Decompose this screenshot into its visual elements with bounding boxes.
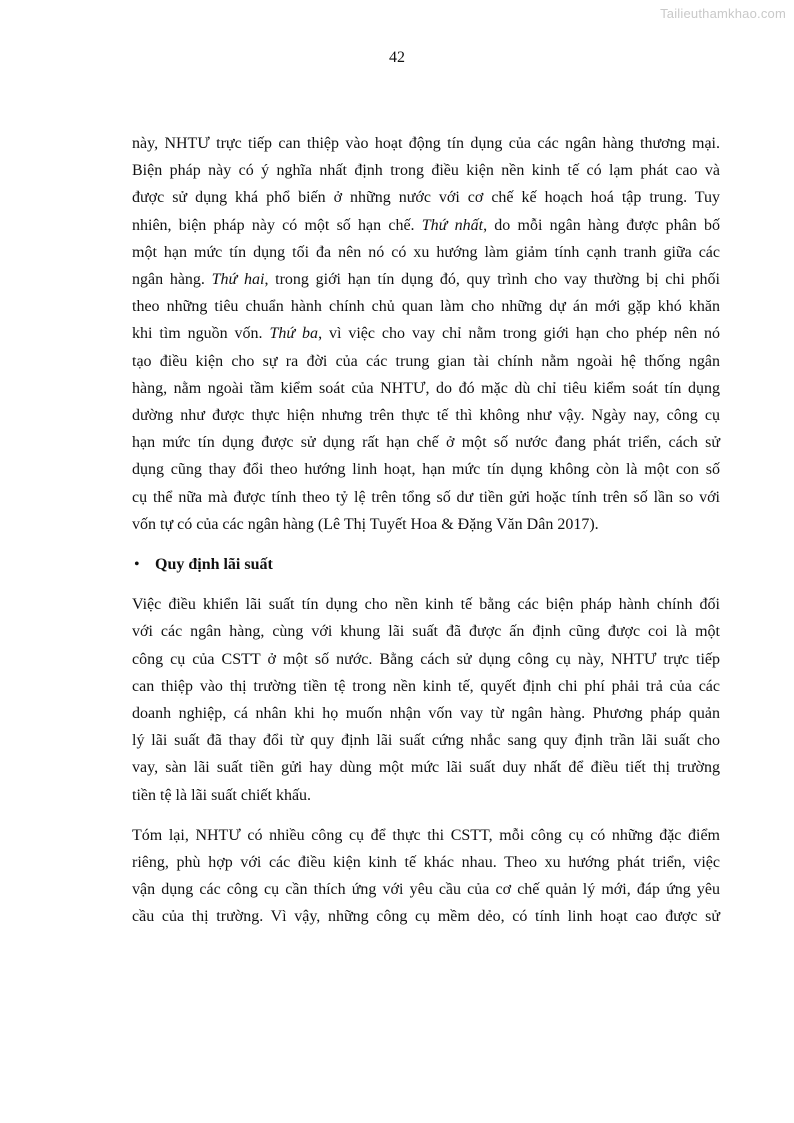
bullet-icon: •: [134, 556, 140, 574]
text-line: hạn mức tín dụng được sử dụng rất hạn chế ở một số nước đang phát triển, cách sử: [132, 434, 720, 452]
text-line: [132, 266, 720, 293]
text-segment: , vì việc cho vay chỉ nằm trong giới hạn cho phép nên nó: [318, 325, 721, 343]
text-line: công cụ của CSTT ở một số nước. Bằng cách sử dụng công cụ này, NHTƯ trực tiếp: [132, 650, 720, 668]
text-line: dường như được thực hiện nhưng trên thực tế thì không như vậy. Ngày nay, công cụ: [132, 407, 720, 425]
text-line: riêng, phù hợp với các điều kiện kinh tế khác nhau. Theo xu hướng phát triển, việc: [132, 854, 720, 872]
text-line: vận dụng các công cụ cần thích ứng với yêu cầu của cơ chế quản lý mới, đáp ứng yêu: [132, 881, 720, 899]
emphasis-second: Thứ hai: [211, 271, 265, 289]
text-line: tạo điều kiện cho sự ra đời của các trung gian tài chính nằm ngoài hệ thống ngân: [132, 352, 720, 370]
text-segment: , do mỗi ngân hàng được phân bố: [483, 216, 720, 234]
text-line: [132, 212, 720, 239]
text-line: Tóm lại, NHTƯ có nhiều công cụ để thực thi CSTT, mỗi công cụ có những đặc điểm: [132, 826, 720, 844]
text-line: theo những tiêu chuẩn hành chính chủ quan làm cho những dự án mới gặp khó khăn: [132, 298, 720, 316]
text-line: tiền tệ là lãi suất chiết khấu.: [132, 786, 312, 804]
paragraph-credit-limit: [132, 130, 720, 511]
text-line: Việc điều khiển lãi suất tín dụng cho nền kinh tế bằng các biện pháp hành chính đối: [132, 596, 720, 614]
paragraph-interest-rate: [132, 591, 720, 781]
page-number: 42: [389, 49, 405, 66]
section-heading-text: Quy định lãi suất: [155, 556, 273, 574]
paragraph-credit-limit-end: [132, 511, 720, 538]
text-line: [132, 320, 720, 347]
text-line: vay, sàn lãi suất tiền gửi hay dùng một mức lãi suất duy nhất để điều tiết thị trường: [132, 759, 720, 777]
text-line: được sử dụng khá phổ biến ở những nước với cơ chế kế hoạch hoá tập trung. Tuy: [132, 189, 720, 207]
emphasis-third: Thứ ba: [269, 325, 319, 343]
text-line: này, NHTƯ trực tiếp can thiệp vào hoạt động tín dụng của các ngân hàng thương mại.: [132, 135, 720, 152]
paragraph-interest-rate-end: [132, 782, 720, 809]
text-line: Biện pháp này có ý nghĩa nhất định trong điều kiện nền kinh tế có lạm phát cao và: [132, 162, 720, 180]
section-heading-interest-rate: [132, 551, 720, 578]
text-line: một hạn mức tín dụng tối đa nên nó có xu hướng làm giảm tính cạnh tranh giữa các: [132, 243, 720, 261]
text-line: cụ thể nữa mà được tính theo tỷ lệ trên tổng số dư tiền gửi hoặc tính trên số lần so với: [132, 488, 720, 506]
text-segment: , trong giới hạn tín dụng đó, quy trình cho vay thường bị chi phối: [264, 271, 721, 289]
paragraph-summary: [132, 822, 720, 931]
text-line: hàng, nằm ngoài tầm kiểm soát của NHTƯ, do đó mặc dù chỉ tiêu kiểm soát tín dụng: [132, 379, 720, 397]
text-line: vốn tự có của các ngân hàng (Lê Thị Tuyết Hoa & Đặng Văn Dân 2017).: [132, 515, 599, 533]
text-segment: ngân hàng.: [132, 271, 212, 289]
text-segment: nhiên, biện pháp này có một số hạn chế.: [132, 216, 422, 234]
document-body: [132, 130, 720, 931]
watermark: Tailieuthamkhao.com: [660, 6, 786, 21]
text-line: can thiệp vào thị trường tiền tệ trong nền kinh tế, quyết định chi phí phải trả của các: [132, 677, 720, 695]
emphasis-first: Thứ nhất: [421, 216, 484, 234]
text-line: với các ngân hàng, cùng với khung lãi suất đã được ấn định cũng được coi là một: [132, 623, 720, 641]
text-line: dụng cũng thay đổi theo hướng linh hoạt, hạn mức tín dụng không còn là một con số: [132, 461, 720, 479]
text-line: lý lãi suất đã thay đổi từ quy định lãi suất cứng nhắc sang quy định trần lãi suất cho: [132, 732, 720, 750]
text-line: doanh nghiệp, cá nhân khi họ muốn nhận vốn vay từ ngân hàng. Phương pháp quản: [132, 705, 720, 723]
text-segment: khi tìm nguồn vốn.: [132, 325, 270, 343]
text-line: cầu của thị trường. Vì vậy, những công cụ mềm dẻo, có tính linh hoạt cao được sử: [132, 908, 720, 926]
